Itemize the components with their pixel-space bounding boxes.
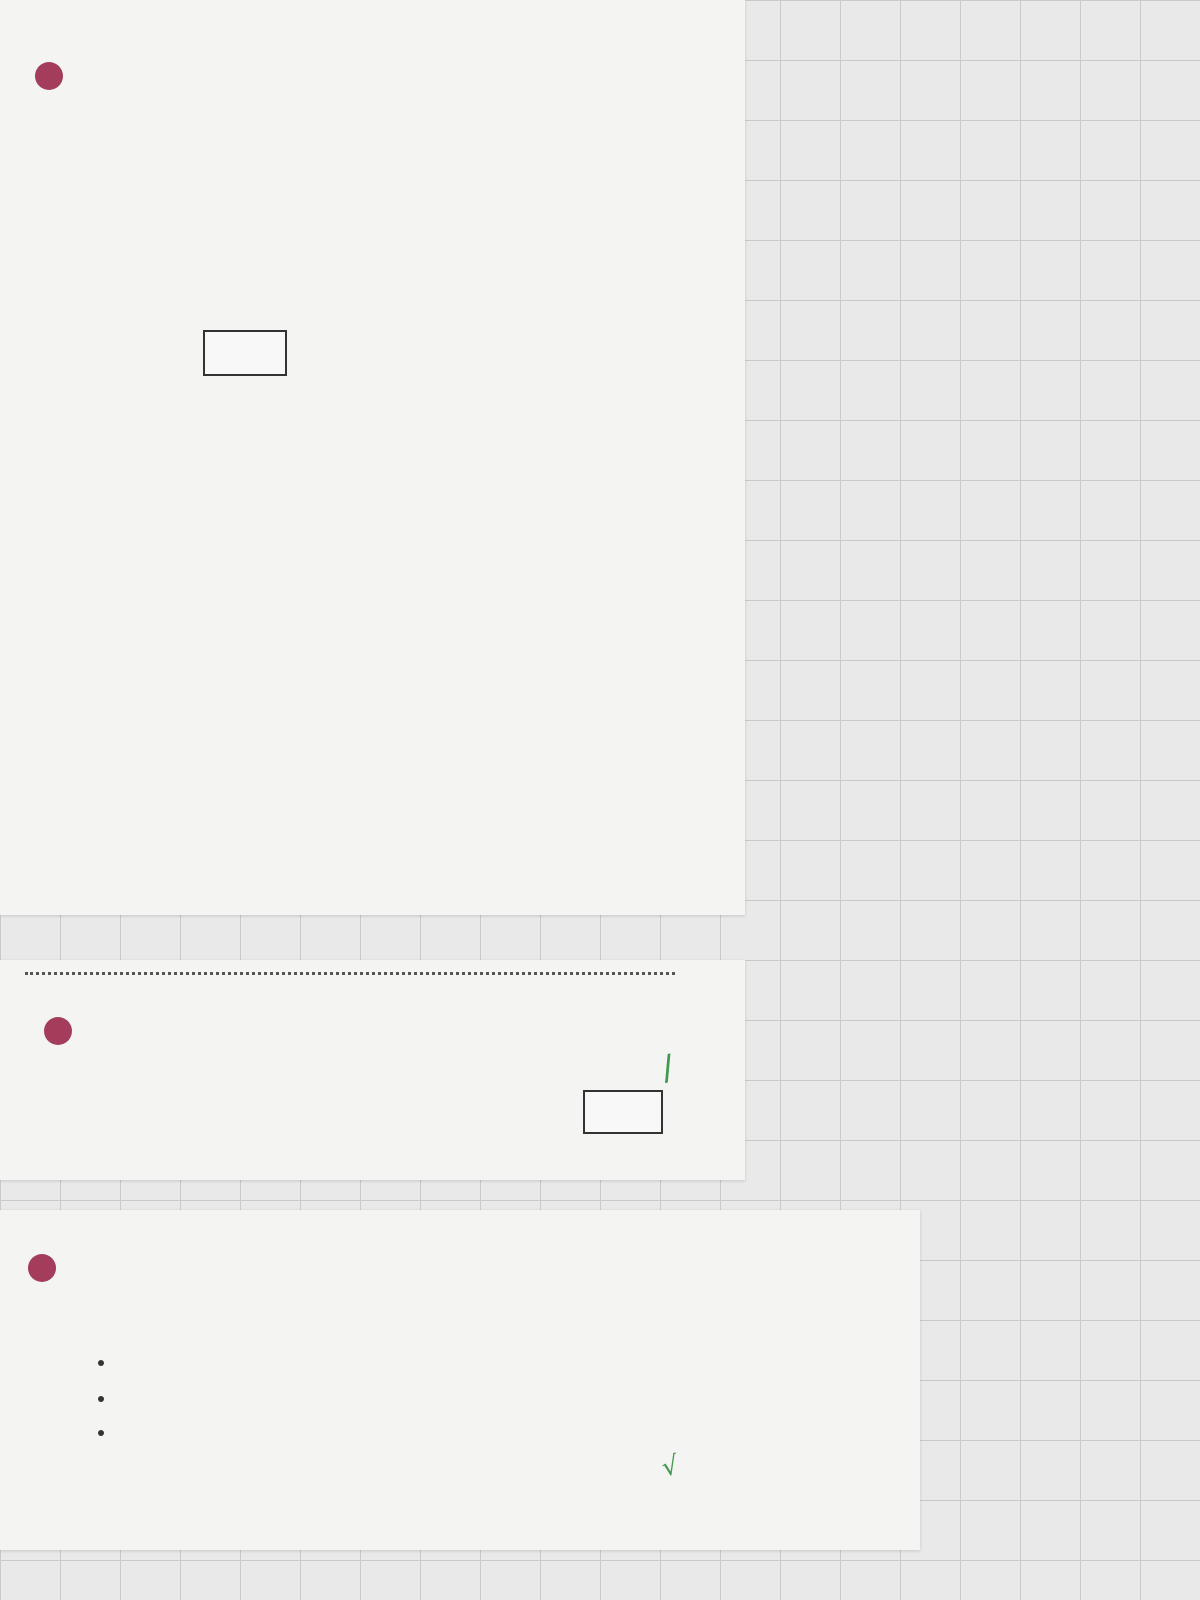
worksheet-q6 — [0, 1210, 920, 1550]
bullet — [98, 1430, 104, 1436]
answer-box-whole[interactable] — [203, 330, 287, 376]
section-divider — [25, 972, 675, 975]
percentage-bar-diagram — [86, 90, 670, 286]
question-number — [35, 62, 63, 90]
correct-tick: √ — [659, 1450, 682, 1484]
worksheet-q5 — [0, 960, 745, 1180]
answer-box[interactable] — [583, 1090, 663, 1134]
correct-tick: / — [657, 1047, 678, 1089]
bullet — [98, 1396, 104, 1402]
question-number — [28, 1254, 56, 1282]
bullet — [98, 1360, 104, 1366]
question-number — [44, 1017, 72, 1045]
